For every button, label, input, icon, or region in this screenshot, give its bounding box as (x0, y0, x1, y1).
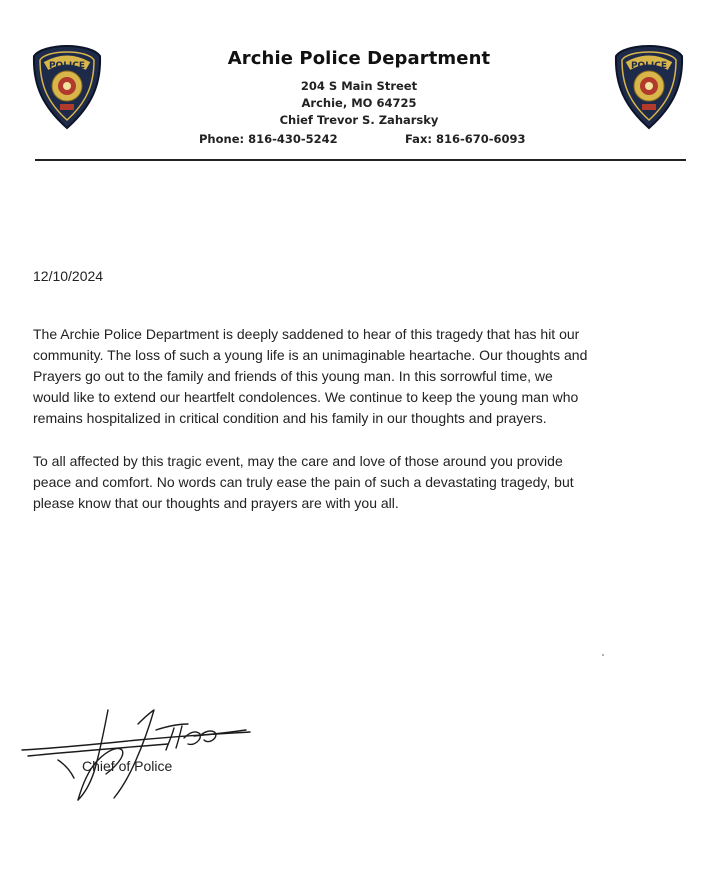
chief-name: Chief Trevor S. Zaharsky (279, 113, 439, 127)
fax-number: Fax: 816-670-6093 (405, 132, 526, 146)
badge-lettering: POLICE (630, 61, 668, 71)
scan-speck (602, 654, 604, 656)
badge-lettering: POLICE (48, 61, 86, 71)
letter-paragraph-2: To all affected by this tragic event, may the care and love of those around you provide peace and comfort. No words can truly ease the pain of such a devastating tragedy, but please know that our thoughts and prayers are with you all. (33, 453, 574, 511)
letterhead (0, 0, 718, 170)
letter-paragraph-1: The Archie Police Department is deeply saddened to hear of this tragedy that has hit our community. The loss of such a young life is an unimaginable heartache. Our thoughts and Prayers go out to the family and friends of this young man. In this sorrowful time, we would like to extend our heartfelt condolences. We continue to keep the young man who remains hospitalized in critical condition and his family in our thoughts and prayers. (33, 326, 588, 426)
phone-number: Phone: 816-430-5242 (199, 132, 338, 146)
letter-date: 12/10/2024 (33, 268, 104, 284)
department-name: Archie Police Department (227, 48, 491, 69)
signature-title: Chief of Police (82, 758, 173, 774)
letterhead-divider (35, 159, 686, 161)
handwritten-signature-icon (18, 690, 258, 810)
street-address: 204 S Main Street (300, 79, 418, 93)
city-state-zip: Archie, MO 64725 (301, 96, 417, 110)
